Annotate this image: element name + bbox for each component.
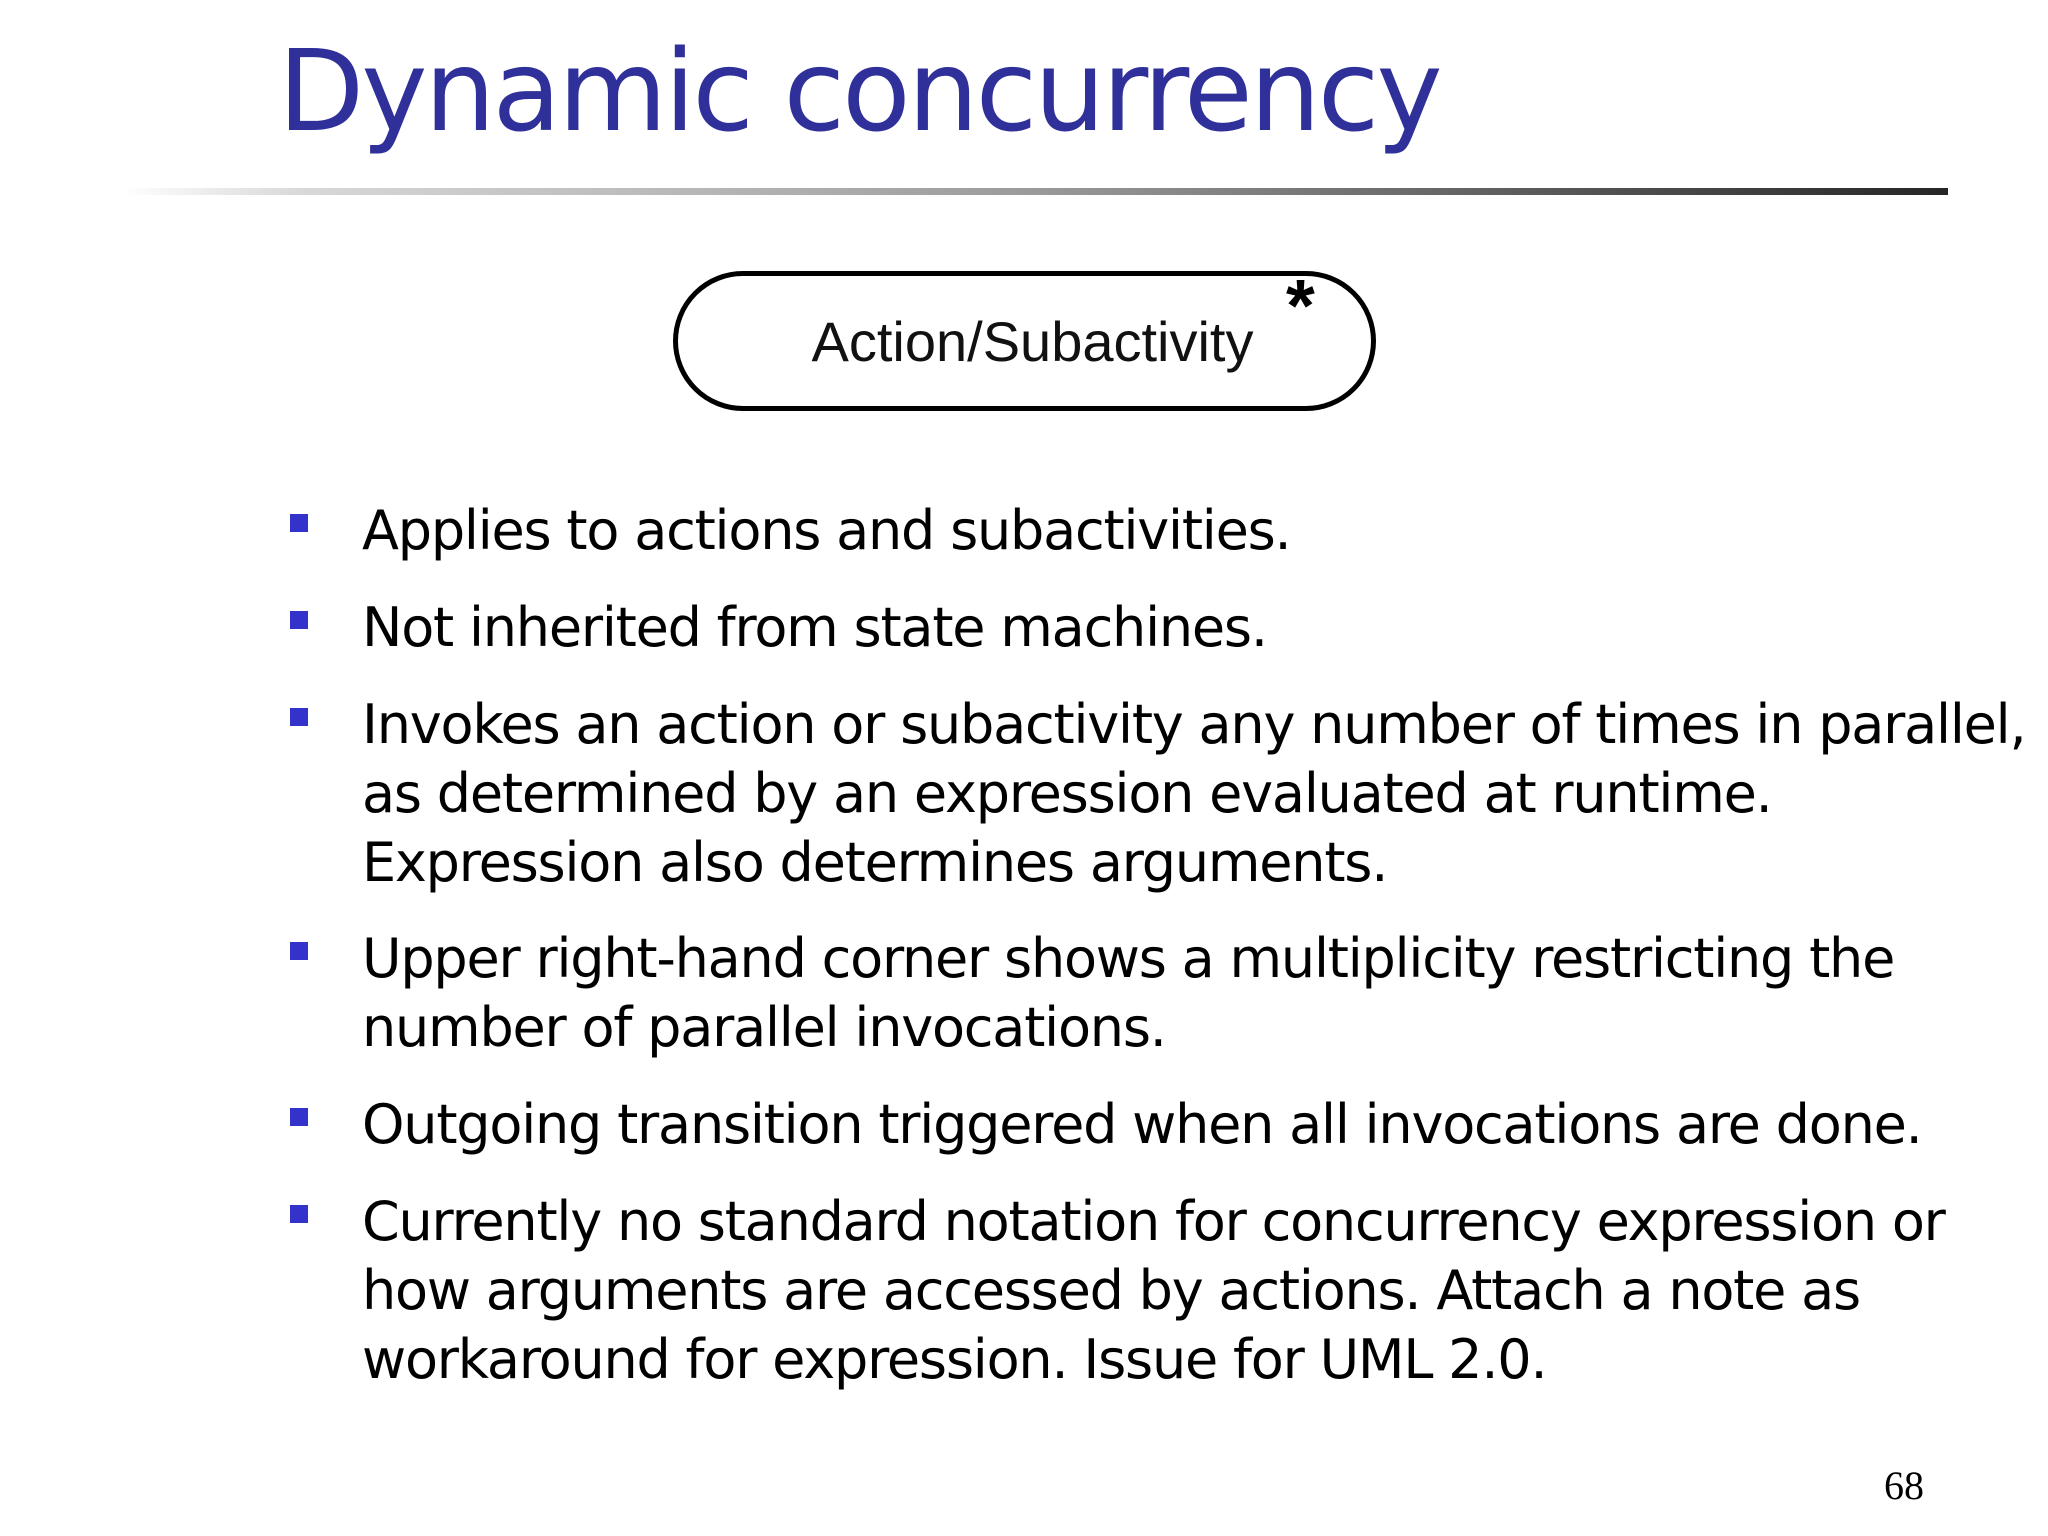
bullet-text [362,924,2022,1062]
bullet-line: Currently no standard notation for concurrency expression or [362,1190,1945,1253]
square-bullet-icon [290,611,308,629]
bullet-line: Applies to actions and subactivities. [362,499,1291,562]
square-bullet-icon [290,708,308,726]
square-bullet-icon [290,942,308,960]
square-bullet-icon [290,514,308,532]
bullet-line: Not inherited from state machines. [362,596,1267,659]
bullet-line: how arguments are accessed by actions. Attach a note as [362,1259,1860,1322]
square-bullet-icon [290,1108,308,1126]
bullet-line: Expression also determines arguments. [362,831,1388,894]
bullet-line: workaround for expression. Issue for UML 2.0. [362,1328,1547,1391]
bullet-text [362,496,2022,565]
title-divider [120,188,1948,195]
bullet-line: Upper right-hand corner shows a multiplicity restricting the [362,927,1895,990]
bullet-text [362,1090,2022,1159]
action-node-label: Action/Subactivity [811,309,1254,373]
bullet-line: Outgoing transition triggered when all invocations are done. [362,1093,1922,1156]
square-bullet-icon [290,1205,308,1223]
bullet-line: as determined by an expression evaluated at runtime. [362,762,1772,825]
action-subactivity-node [673,271,1376,411]
page-number: 68 [1884,1463,1924,1508]
bullet-line: Invokes an action or subactivity any number of times in parallel, [362,693,2026,756]
bullet-line: number of parallel invocations. [362,996,1166,1059]
bullet-text [362,1187,2022,1394]
bullet-text [362,593,2022,662]
slide-title: Dynamic concurrency [278,27,1440,157]
multiplicity-marker: * [1286,264,1315,347]
bullet-text [362,690,2026,897]
